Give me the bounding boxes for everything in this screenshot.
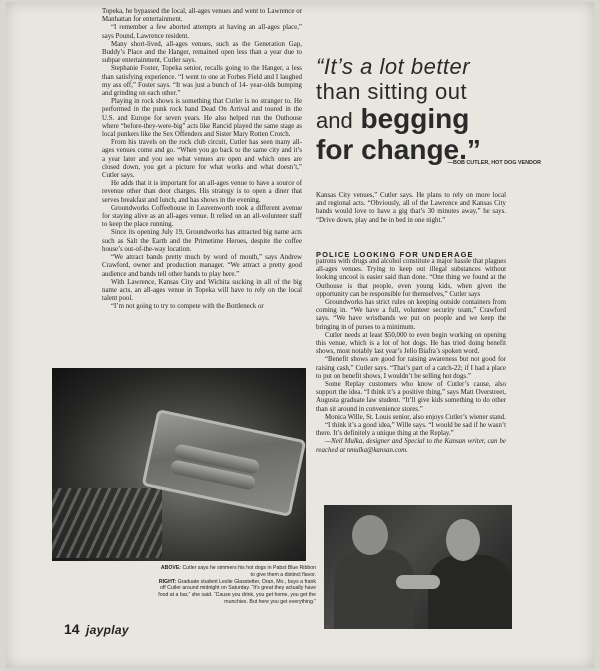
- paragraph: Playing in rock shows is something that Cutler is no stranger to. He performed in the punk rock band Dead On Arrival and toured in the U.S. and Europe for seven years. He also helped run the Outhouse where “before-they-were-big” acts like Rancid played the same stage as local punkers like the Sex Offenders and Sister Mary Rotten Crotch.: [102, 98, 302, 139]
- pull-quote-attribution: —BOB CUTLER, HOT DOG VENDOR: [447, 160, 541, 166]
- paragraph: patrons with drugs and alcohol constitute a major hassle that plagues all-ages venues. Trying to keep out illegal substances without looking uncool is easier said than done. “One thing we found at the Outhouse is that people, even young kids, when given the opportunity can be responsible for themselves,” Cutler says: [316, 258, 506, 298]
- page-footer: [64, 621, 129, 639]
- article-column-right-top: [316, 192, 506, 238]
- pull-quote: [316, 54, 546, 164]
- hands-exchange: [396, 575, 440, 589]
- customer-figure: [428, 555, 512, 629]
- author-byline: —Neil Mulka, designer and Special to the Kansan writer, can be reached at nmulka@kansan.com.: [316, 438, 506, 454]
- article-column-right: [316, 258, 506, 498]
- article-column-left: [102, 8, 302, 370]
- paragraph: “I think it’s a good idea,” Wille says. “I would be sad if he wasn’t there. It’s definitely a unique thing at the Replay.”: [316, 422, 506, 438]
- vendor-head: [352, 515, 388, 555]
- paragraph: “I’m not going to try to compete with the Bottleneck or: [111, 303, 264, 311]
- paragraph: From his travels on the rock club circuit, Cutler has seen many all-ages venues come and go. “When you go back to the same city and it’s a year later and you see what venues are open and which ones are closed down, you get a picture for what works and what doesn’t,” Cutler says.: [102, 139, 302, 180]
- hot-dog-pan-photo: [52, 368, 306, 561]
- pull-quote-line: [316, 104, 546, 135]
- paragraph: With Lawrence, Kansas City and Wichita sucking in all of the big name acts, an all-ages venue in Topeka will have to rely on the local talent pool.: [102, 278, 302, 303]
- paragraph: Topeka, he bypassed the local, all-ages venues and went to Lawrence or Manhattan for entertainment.: [102, 8, 302, 24]
- pull-quote-line: for change.”: [316, 134, 481, 165]
- paragraph: Since its opening July 19, Groundworks has attracted big name acts such as Salt the Earth and the Primetime Heroes, despite the coffee house’s out-of-the-way location.: [102, 229, 302, 253]
- caption-label: RIGHT:: [158, 578, 177, 585]
- page-number: 14: [64, 621, 80, 637]
- paragraph: “I remember a few aborted attempts at having an all-ages place,” says Pound, Lawrence resident.: [102, 24, 302, 40]
- paragraph: Monica Wille, St. Louis senior, also enjoys Cutler’s wiener stand.: [325, 413, 506, 421]
- magazine-page: [6, 2, 594, 668]
- pull-quote-word: begging: [360, 103, 470, 134]
- caption-label: ABOVE:: [160, 565, 182, 571]
- paragraph: “We attract bands pretty much by word of mouth,” says Andrew Crawford, owner and production manager. “We attract a pretty good audience and bands tell other bands to play here.”: [102, 254, 302, 278]
- paragraph: Groundworks has strict rules on keeping outside containers from coming in. “We have a full, volunteer security team,” Crawford says. “We have wristbands we put on people and we keep the bringing in of purses to a minimum.: [316, 299, 506, 331]
- photo-caption: [156, 565, 316, 606]
- paragraph: Kansas City venues,” Cutler says. He plans to rely on more local and regional acts. “Obviously, all of the Lawrence and Kansas City bands would love to have a gig that’s 30 minutes away,” he says. “Drive down, play and be in bed in one night.”: [316, 192, 506, 224]
- pull-quote-line: “It’s a lot better: [316, 54, 471, 79]
- paragraph: Stephanie Foster, Topeka senior, recalls going to the Hanger, a less than satisfying experience. “I went to one at Forbes Field and I laughed my ass off,” Foster says. “It was just a bunch of 14- year-olds bumping and grinding on each other.”: [102, 65, 302, 98]
- grill-grate: [52, 488, 162, 558]
- paragraph: Groundworks Coffeehouse in Leavenworth took a different avenue for staying alive as an all-ages venue. It relied on an all-volunteer staff to keep the place running.: [102, 204, 302, 229]
- paragraph: Many short-lived, all-ages venues, such as the Generation Gap, Buddy’s Place and the Hanger, remained open less than a year due to subpar entertainment, Cutler says.: [102, 40, 302, 65]
- paragraph: “Benefit shows are good for raising awareness but not good for raising cash,” Cutler says. “That’s part of a catch-22; if I had a place to put on benefit shows, I wouldn’t be selling hot dogs.”: [316, 356, 506, 380]
- vendor-customer-photo: [324, 505, 512, 629]
- caption-text: Graduate student Leslie Glasstetter, Oran, Mo., buys a frank off Cutler around midnight on Saturday. “It’s great they actually have food at a bar,” she said. “Cause you drink, you get home, you get the munchies. But here you get everything.”: [158, 578, 316, 605]
- paragraph: He adds that it is important for an all-ages venue to have a source of revenue other than door charges. His strategy is to open a diner that serves breakfast and lunch, and has shows in the evening.: [102, 180, 302, 204]
- vendor-figure: [334, 549, 414, 629]
- caption-text: Cutler says he simmers his hot dogs in Pabst Blue Ribbon to give them a distinct flavor.: [182, 565, 316, 578]
- pull-quote-line: than sitting out: [316, 79, 468, 104]
- section-headline: POLICE LOOKING FOR UNDERAGE: [316, 250, 474, 259]
- pull-quote-word: and: [316, 108, 353, 133]
- paragraph: Some Replay customers who know of Cutler’s cause, also support the idea. “I think it’s a positive thing,” says Matt Overstreet, Augusta graduate law student. “It’ll give kids something to do other than sit around in convenience stores.”: [316, 381, 506, 413]
- magazine-logo: jayplay: [86, 623, 129, 637]
- customer-head: [446, 519, 480, 561]
- paragraph: Cutler needs at least $50,000 to even begin working on opening this venue, which is a lot of hot dogs. He has tried doing benefit shows, most notably last year’s Jello Biafra’s spoken word.: [316, 331, 506, 356]
